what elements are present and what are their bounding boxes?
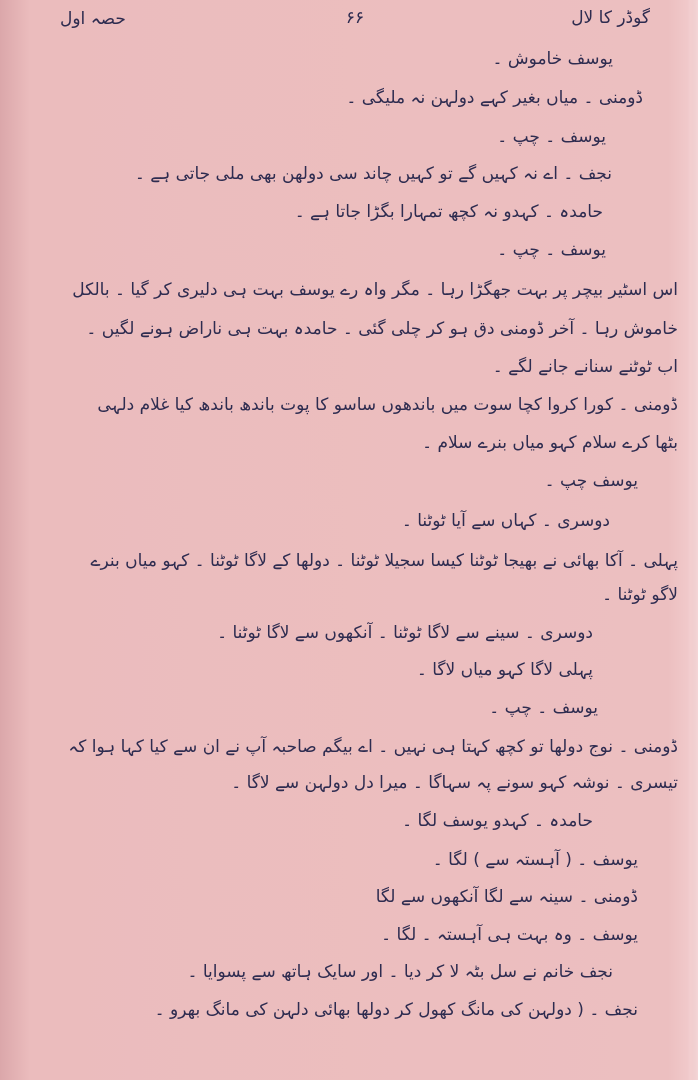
text-line: یوسف چپ ۔	[544, 471, 638, 491]
text-line: لاگو ٹوٹنا ۔	[602, 585, 678, 605]
text-line: ڈومنی ۔ نوج دولھا تو کچھ کہتا ہی نہیں ۔ اے بیگم صاحبہ آپ نے ان سے کیا کہا ہوا کہ	[68, 737, 678, 757]
text-line: ڈومنی ۔ کورا کروا کچا سوت میں باندھوں ساسو کا پوت باندھ باندھ کیا غلام دلہی	[97, 395, 678, 415]
text-line: یوسف ۔ ( آہستہ سے ) لگا ۔	[432, 850, 638, 870]
book-title: گوڈر کا لال	[571, 8, 650, 28]
text-line: دوسری ۔ کہاں سے آیا ٹوٹنا ۔	[401, 511, 610, 531]
text-line: اس اسٹیر بیچر پر بہت جھگڑا رہا ۔ مگر واہ رے یوسف بہت ہی دلیری کر گیا ۔ بالکل	[72, 280, 678, 300]
text-line: نجف خانم نے سل بٹہ لا کر دیا ۔ اور سایک ہاتھ سے پسوایا ۔	[187, 962, 613, 982]
text-line: ڈومنی ۔ سینہ سے لگا آنکھوں سے لگا	[375, 887, 638, 907]
text-line: ڈومنی ۔ میاں بغیر کہے دولہن نہ ملیگی ۔	[346, 88, 643, 108]
text-line: نجف ۔ ( دولہن کی مانگ کھول کر دولھا بھائی دلہن کی مانگ بھرو ۔	[154, 1000, 638, 1020]
text-line: پہلی ۔ آکا بھائی نے بھیجا ٹوٹنا کیسا سجیلا ٹوٹنا ۔ دولھا کے لاگا ٹوٹنا ۔ کہو میاں بنرے	[90, 551, 678, 571]
page-number: ۶۶	[345, 8, 365, 28]
text-line: پہلی لاگا کہو میاں لاگا ۔	[416, 660, 593, 680]
page-edge	[688, 0, 698, 1080]
section-label: حصہ اول	[60, 9, 126, 29]
text-line: یوسف ۔ وہ بہت ہی آہستہ ۔ لگا ۔	[381, 925, 638, 945]
text-line: یوسف خاموش ۔	[492, 49, 613, 69]
text-line: خاموش رہا ۔ آخر ڈومنی دق ہو کر چلی گئی ۔ حامدہ بہت ہی ناراض ہونے لگیں ۔	[86, 319, 678, 339]
text-line: حامدہ ۔ کہدو نہ کچھ تمہارا بگڑا جاتا ہے ۔	[294, 202, 603, 222]
text-line: اب ٹوٹنے سنانے جانے لگے ۔	[492, 357, 678, 377]
text-line: بٹھا کرے سلام کہو میاں بنرے سلام ۔	[422, 433, 678, 453]
text-line: حامدہ ۔ کہدو یوسف لگا ۔	[402, 811, 593, 831]
page-header	[60, 8, 650, 36]
text-line: نجف ۔ اے نہ کہیں گے تو کہیں چاند سی دولھن بھی ملی جاتی ہے ۔	[134, 164, 612, 184]
text-line: یوسف ۔ چپ ۔	[497, 240, 606, 260]
text-line: یوسف ۔ چپ ۔	[489, 698, 598, 718]
text-line: دوسری ۔ سینے سے لاگا ٹوٹنا ۔ آنکھوں سے لاگا ٹوٹنا ۔	[217, 623, 593, 643]
text-line: تیسری ۔ نوشہ کہو سونے پہ سہاگا ۔ میرا دل دولہن سے لاگا ۔	[231, 773, 678, 793]
text-line: یوسف ۔ چپ ۔	[497, 127, 606, 147]
